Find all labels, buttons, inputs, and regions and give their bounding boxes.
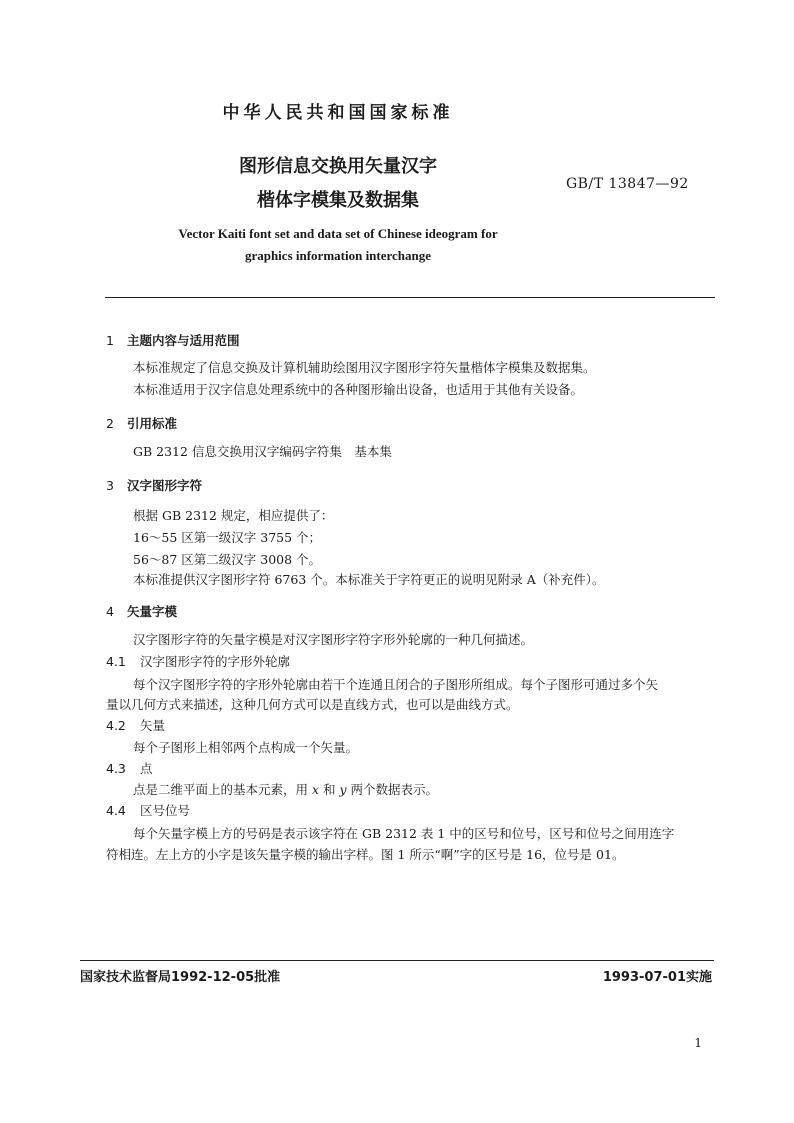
implementation-date: 1993-07-01实施 bbox=[602, 970, 712, 985]
section-2-number: 2 bbox=[106, 416, 114, 431]
section-4-1-number: 4.1 bbox=[106, 654, 126, 669]
section-4-2-number: 4.2 bbox=[106, 718, 126, 733]
section-4-2-title: 矢量 bbox=[140, 718, 166, 733]
section-1-paragraph-1: 本标准规定了信息交换及计算机辅助绘图用汉字图形字符矢量楷体字模集及数据集。 bbox=[133, 360, 596, 375]
variable-y: y bbox=[339, 782, 347, 797]
header-divider bbox=[105, 297, 715, 298]
section-3-title: 汉字图形字符 bbox=[127, 478, 203, 493]
section-3-paragraph-4: 本标准提供汉字图形字符 6763 个。本标准关于字符更正的说明见附录 A（补充件）。 bbox=[133, 572, 605, 587]
section-1-title: 主题内容与适用范围 bbox=[127, 333, 240, 348]
section-4-4-number: 4.4 bbox=[106, 803, 126, 818]
section-1-number: 1 bbox=[106, 333, 114, 348]
section-2-title: 引用标准 bbox=[127, 416, 178, 431]
section-4-3-number: 4.3 bbox=[106, 761, 126, 776]
section-3-paragraph-1: 根据 GB 2312 规定，相应提供了： bbox=[133, 508, 334, 523]
section-3-paragraph-2: 16～55 区第一级汉字 3755 个； bbox=[133, 530, 322, 545]
section-4-3-paragraph-1 bbox=[133, 780, 438, 800]
section-3-number: 3 bbox=[106, 478, 114, 493]
standard-code: GB/T 13847—92 bbox=[566, 176, 689, 192]
title-cn-line2: 楷体字模集及数据集 bbox=[257, 190, 419, 211]
section-4-3-text-a: 点是二维平面上的基本元素，用 bbox=[133, 782, 312, 797]
title-cn-line1: 图形信息交换用矢量汉字 bbox=[239, 156, 437, 177]
section-4-number: 4 bbox=[106, 604, 114, 619]
section-3-paragraph-3: 56～87 区第二级汉字 3008 个。 bbox=[133, 552, 322, 567]
section-2-paragraph-1: GB 2312 信息交换用汉字编码字符集 基本集 bbox=[133, 444, 392, 459]
section-4-1-paragraph-2: 量以几何方式来描述，这种几何方式可以是直线方式，也可以是曲线方式。 bbox=[106, 697, 519, 712]
org-title: 中华人民共和国国家标准 bbox=[222, 103, 454, 123]
section-4-1-paragraph-1: 每个汉字图形字符的字形外轮廓由若干个连通且闭合的子图形所组成。每个子图形可通过多个矢 bbox=[133, 677, 659, 692]
page-number: 1 bbox=[694, 1036, 702, 1050]
section-4-1-title: 汉字图形字符的字形外轮廓 bbox=[140, 654, 291, 669]
title-en-line1: Vector Kaiti font set and data set of Chinese ideogram for bbox=[178, 226, 498, 241]
footer-divider bbox=[80, 960, 714, 961]
section-4-4-paragraph-2: 符相连。左上方的小字是该矢量字模的输出字样。图 1 所示“啊”字的区号是 16，位号是 01。 bbox=[106, 847, 625, 862]
section-4-3-text-c: 两个数据表示。 bbox=[346, 782, 439, 797]
approval-date: 国家技术监督局1992-12-05批准 bbox=[80, 970, 281, 985]
title-en-line2: graphics information interchange bbox=[244, 248, 432, 263]
variable-x: x bbox=[311, 782, 320, 797]
section-4-3-title: 点 bbox=[140, 761, 153, 776]
section-4-title: 矢量字模 bbox=[127, 604, 178, 619]
section-1-paragraph-2: 本标准适用于汉字信息处理系统中的各种图形输出设备，也适用于其他有关设备。 bbox=[133, 382, 584, 397]
section-4-paragraph-1: 汉字图形字符的矢量字模是对汉字图形字符字形外轮廓的一种几何描述。 bbox=[133, 632, 534, 647]
section-4-2-paragraph-1: 每个子图形上相邻两个点构成一个矢量。 bbox=[133, 740, 359, 755]
section-4-3-text-b: 和 bbox=[319, 782, 340, 797]
section-4-4-paragraph-1: 每个矢量字模上方的号码是表示该字符在 GB 2312 表 1 中的区号和位号，区号和位号之间用连字 bbox=[133, 826, 675, 841]
section-4-4-title: 区号位号 bbox=[140, 803, 191, 818]
